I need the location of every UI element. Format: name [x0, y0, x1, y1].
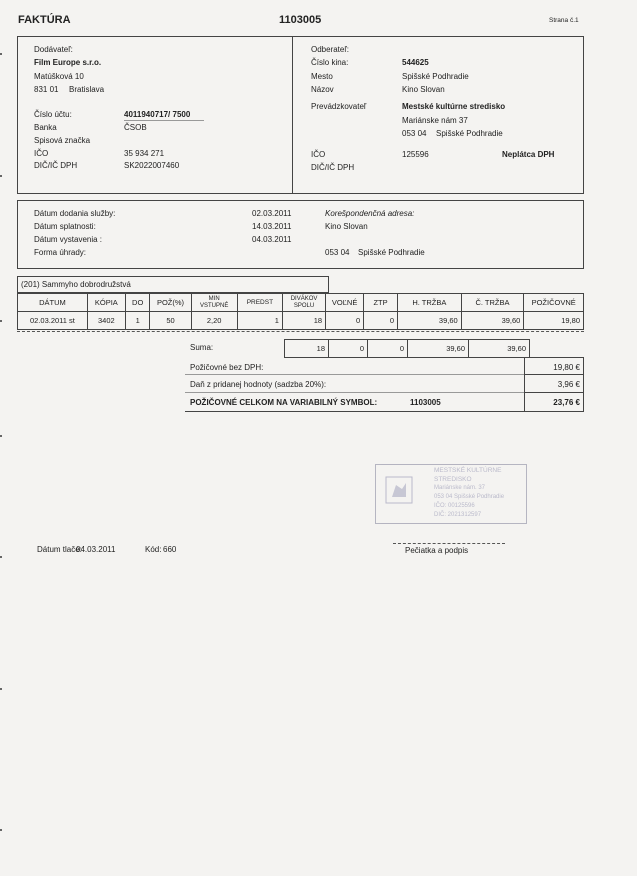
sum-label: Suma: — [190, 343, 214, 352]
supplier-ico-label: IČO — [34, 149, 49, 158]
stamp-line-2: STREDISKO — [434, 476, 472, 483]
col-min-vstupne: MIN VSTUPNÉ — [191, 294, 237, 312]
cell-datum: 02.03.2011 st — [18, 312, 88, 330]
customer-heading: Odberateľ: — [311, 45, 349, 54]
cinema-number-value: 544625 — [402, 58, 429, 67]
vat-rule — [185, 392, 524, 393]
col-pozicovne: POŽIČOVNÉ — [524, 294, 584, 312]
supplier-zip: 831 01 — [34, 85, 59, 94]
cell-divakov: 18 — [282, 312, 325, 330]
signature-line — [393, 543, 505, 544]
cell-c-trzba: 39,60 — [461, 312, 524, 330]
sum-h-trzba: 39,60 — [408, 340, 469, 358]
cell-h-trzba: 39,60 — [398, 312, 462, 330]
supplier-street: Matúšková 10 — [34, 72, 84, 81]
cell-min-vstupne: 2,20 — [191, 312, 237, 330]
total-value: 23,76 € — [553, 398, 580, 407]
cinema-name-label: Názov — [311, 85, 334, 94]
delivery-date-value: 02.03.2011 — [252, 209, 292, 218]
edge-mark — [0, 320, 2, 322]
net-rule — [185, 374, 524, 375]
cell-volne: 0 — [326, 312, 364, 330]
cinema-name-value: Kino Slovan — [402, 85, 445, 94]
account-underline — [124, 120, 204, 121]
sum-row — [285, 340, 530, 358]
correspondence-label: Korešpondenčná adresa: — [325, 209, 415, 218]
operator-street: Mariánske nám 37 — [402, 116, 468, 125]
edge-mark — [0, 175, 2, 177]
supplier-dic-label: DIČ/IČ DPH — [34, 161, 78, 170]
cell-predst: 1 — [237, 312, 282, 330]
stamp-line-3: Mariánske nám. 37 — [434, 485, 486, 491]
supplier-city: Bratislava — [69, 85, 105, 94]
code-label: Kód: — [145, 545, 162, 554]
correspondence-name: Kino Slovan — [325, 222, 368, 231]
col-kopia: KÓPIA — [87, 294, 125, 312]
stamp-line-5: IČO: 00125596 — [434, 503, 475, 509]
cell-ztp: 0 — [364, 312, 398, 330]
due-date-label: Dátum splatnosti: — [34, 222, 96, 231]
stamp-line-4: 053 04 Spišské Podhradie — [434, 494, 505, 500]
net-value: 19,80 € — [553, 363, 580, 372]
total-label: POŽIČOVNÉ CELKOM NA VARIABILNÝ SYMBOL: — [190, 398, 378, 407]
table-row — [18, 312, 584, 330]
totals-line-2 — [524, 392, 584, 393]
net-label: Požičovné bez DPH: — [190, 363, 264, 372]
edge-mark — [0, 53, 2, 55]
sum-c-trzba: 39,60 — [469, 340, 530, 358]
rental-table — [17, 293, 584, 330]
sum-table — [284, 339, 530, 358]
stamp-line-1: MESTSKÉ KULTÚRNE — [434, 467, 502, 474]
edge-mark — [0, 556, 2, 558]
payment-method-label: Forma úhrady: — [34, 248, 87, 257]
parties-divider — [292, 36, 293, 194]
customer-ico-label: IČO — [311, 150, 326, 159]
col-c-trzba: Č. TRŽBA — [461, 294, 524, 312]
edge-mark — [0, 829, 2, 831]
col-h-trzba: H. TRŽBA — [398, 294, 462, 312]
cell-kopia: 3402 — [87, 312, 125, 330]
col-ztp: ZTP — [364, 294, 398, 312]
operator-zip: 053 04 — [402, 129, 427, 138]
signature-label: Pečiatka a podpis — [405, 546, 469, 555]
operator-city: Spišské Podhradie — [436, 129, 503, 138]
sum-divakov: 18 — [285, 340, 329, 358]
cell-pozicovne: 19,80 — [524, 312, 584, 330]
print-date-value: 04.03.2011 — [76, 545, 116, 554]
edge-mark — [0, 688, 2, 690]
customer-dic-label: DIČ/IČ DPH — [311, 163, 355, 172]
company-stamp — [375, 464, 527, 524]
code-value: 660 — [163, 545, 177, 554]
supplier-dic-value: SK2022007460 — [124, 161, 180, 170]
vat-label: Daň z pridanej hodnoty (sadzba 20%): — [190, 380, 327, 389]
operator-label: Prevádzkovateľ — [311, 102, 367, 111]
film-title: (201) Sammyho dobrodružstvá — [21, 280, 131, 289]
col-predst: PREDST — [237, 294, 282, 312]
correspondence-zip: 053 04 — [325, 248, 350, 257]
parties-box — [17, 36, 584, 194]
supplier-ico-value: 35 934 271 — [124, 149, 165, 158]
due-date-value: 14.03.2011 — [252, 222, 292, 231]
bank-label: Banka — [34, 123, 57, 132]
issue-date-label: Dátum vystavenia : — [34, 235, 103, 244]
account-label: Číslo účtu: — [34, 110, 72, 119]
correspondence-city: Spišské Podhradie — [358, 248, 425, 257]
file-label: Spisová značka — [34, 136, 91, 145]
delivery-date-label: Dátum dodania služby: — [34, 209, 116, 218]
vat-value: 3,96 € — [557, 380, 580, 389]
total-rule — [185, 411, 524, 412]
table-header-row — [18, 294, 584, 312]
issue-date-value: 04.03.2011 — [252, 235, 292, 244]
print-date-label: Dátum tlače: — [37, 545, 82, 554]
city-value: Spišské Podhradie — [402, 72, 469, 81]
col-do: DO — [125, 294, 150, 312]
cell-poz: 50 — [150, 312, 191, 330]
sum-volne: 0 — [329, 340, 368, 358]
invoice-number: 1103005 — [279, 14, 322, 26]
totals-line-1 — [524, 374, 584, 375]
customer-ico-value: 125596 — [402, 150, 429, 159]
bank-value: ČSOB — [124, 123, 147, 132]
city-label: Mesto — [311, 72, 333, 81]
cell-do: 1 — [125, 312, 150, 330]
vat-status: Neplátca DPH — [502, 150, 555, 159]
stamp-logo-icon — [384, 475, 414, 505]
sum-ztp: 0 — [368, 340, 408, 358]
cinema-number-label: Číslo kina: — [311, 58, 349, 67]
col-poz: POŽ(%) — [150, 294, 191, 312]
operator-name: Mestské kultúrne stredisko — [402, 102, 506, 111]
col-datum: DÁTUM — [18, 294, 88, 312]
page-number: Strana č.1 — [549, 17, 579, 24]
edge-mark — [0, 435, 2, 437]
invoice-title: FAKTÚRA — [18, 14, 71, 26]
total-symbol: 1103005 — [410, 398, 441, 407]
table-separator — [17, 331, 584, 332]
col-volne: VOĽNÉ — [326, 294, 364, 312]
stamp-line-6: DIČ: 2021312597 — [434, 512, 482, 518]
supplier-heading: Dodávateľ: — [34, 45, 73, 54]
supplier-name: Film Europe s.r.o. — [34, 58, 102, 67]
col-divakov: DIVÁKOV SPOLU — [282, 294, 325, 312]
account-value: 4011940717/ 7500 — [124, 110, 191, 119]
